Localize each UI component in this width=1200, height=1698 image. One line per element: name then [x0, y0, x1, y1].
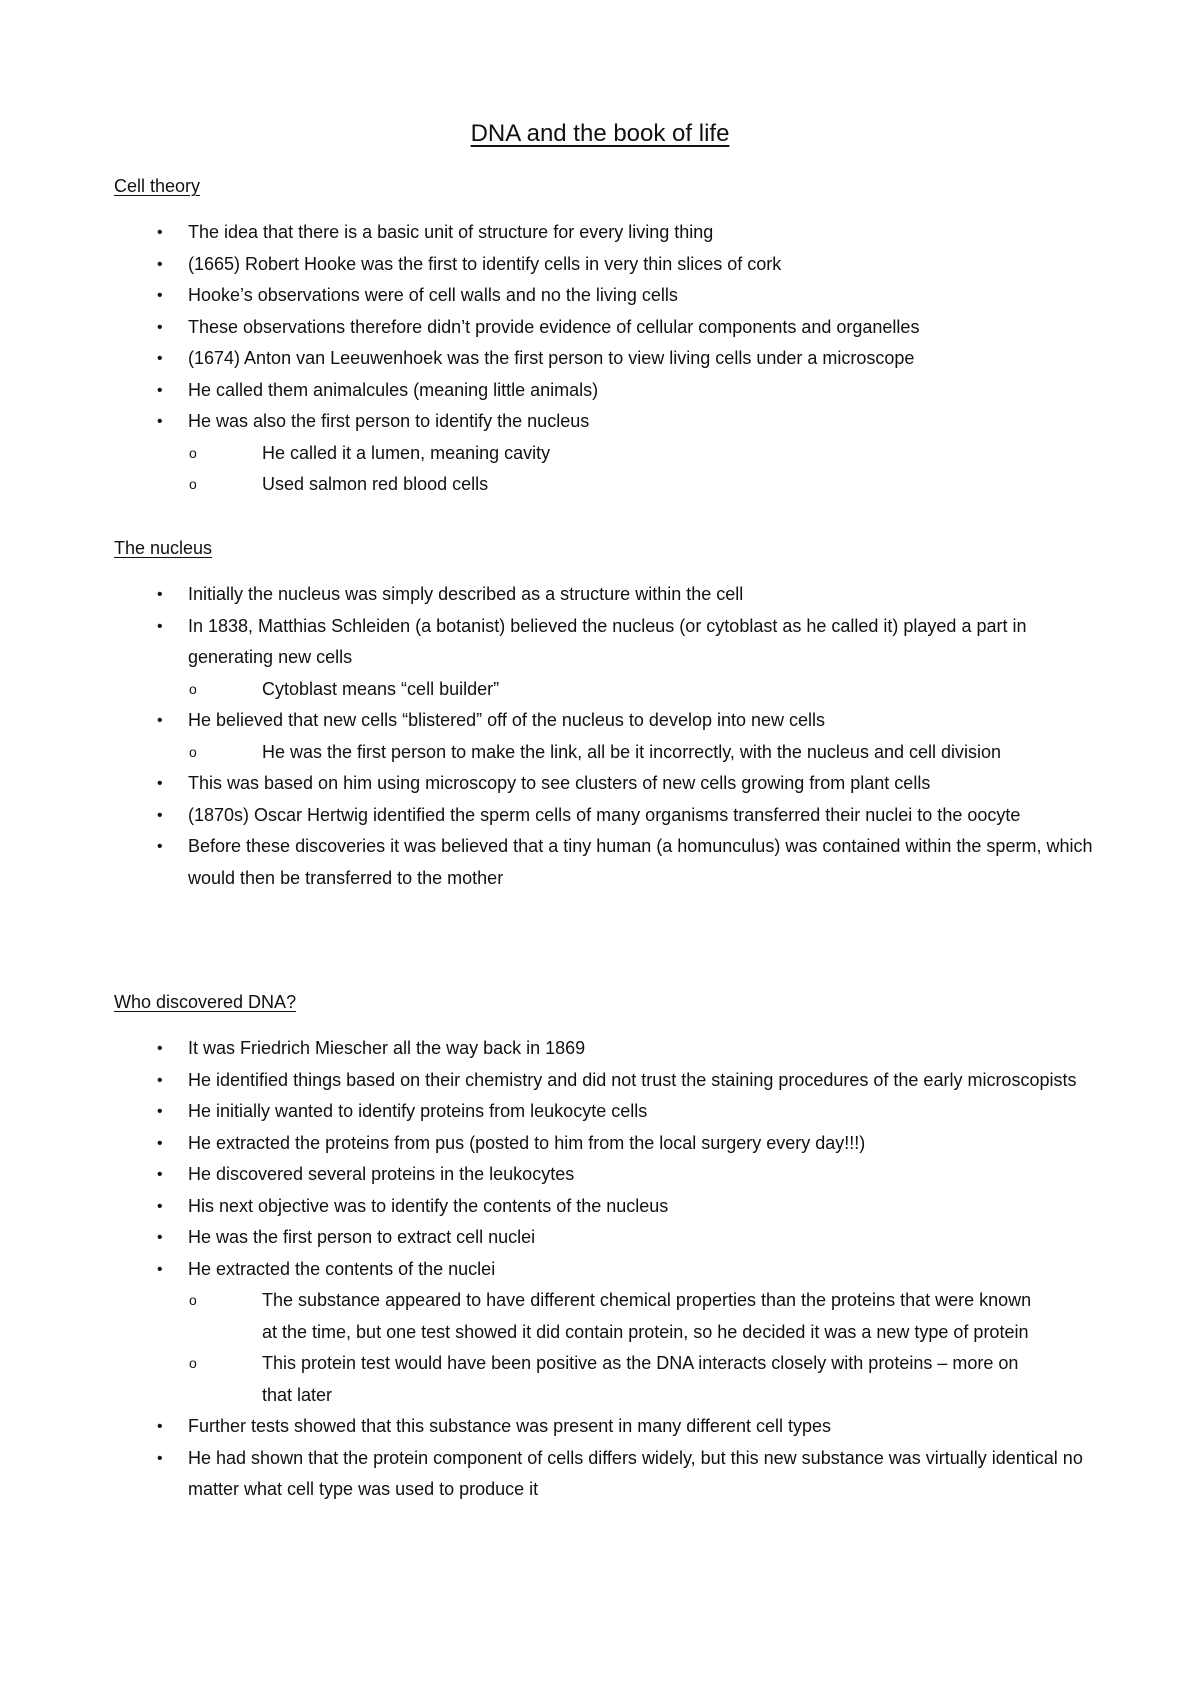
bullet-icon: • [157, 350, 163, 367]
list-item: • He believed that new cells “blistered” off of the nucleus to develop into new cells o He was the first person to make the link, all be it incorrectly, with the nucleus and cell division [114, 705, 1114, 768]
bullet-icon: • [157, 287, 163, 304]
bullet-icon: • [157, 1197, 163, 1215]
bullet-list [114, 217, 1114, 501]
sub-bullet-list [188, 438, 1114, 501]
list-item: • Before these discoveries it was believed that a tiny human (a homunculus) was contained within the sperm, which would then be transferred to the mother [114, 831, 1114, 894]
bullet-icon: • [157, 381, 163, 399]
sub-bullet-icon: o [189, 1292, 197, 1308]
list-item: • He discovered several proteins in the leukocytes [114, 1159, 1114, 1191]
list-item: • Further tests showed that this substance was present in many different cell types [114, 1411, 1114, 1443]
bullet-icon: • [157, 1040, 163, 1057]
sub-list-item: o Used salmon red blood cells [188, 469, 1042, 501]
sub-list-item: o Cytoblast means “cell builder” [188, 674, 1042, 706]
sub-bullet-icon: o [189, 476, 197, 492]
sub-list-item: o This protein test would have been positive as the DNA interacts closely with proteins – more on that later [188, 1348, 1042, 1411]
bullet-icon: • [157, 413, 163, 430]
section-heading: Cell theory [114, 176, 201, 196]
list-item: • He initially wanted to identify proteins from leukocyte cells [114, 1096, 1114, 1128]
list-item: • Hooke’s observations were of cell walls and no the living cells [114, 280, 1114, 312]
list-item: • Initially the nucleus was simply described as a structure within the cell [114, 579, 1114, 611]
list-item: • His next objective was to identify the contents of the nucleus [114, 1191, 1114, 1223]
sub-list-item: o He called it a lumen, meaning cavity [188, 438, 1042, 470]
list-item: • He was also the first person to identify the nucleus o He called it a lumen, meaning cavity o Used salmon red blood cells [114, 406, 1114, 501]
bullet-icon: • [157, 1449, 163, 1467]
bullet-icon: • [157, 1134, 163, 1152]
bullet-icon: • [157, 318, 163, 336]
bullet-icon: • [157, 586, 163, 603]
list-item: • He identified things based on their chemistry and did not trust the staining procedures of the early microscopists [114, 1065, 1114, 1097]
bullet-icon: • [157, 1260, 163, 1278]
list-item: • He extracted the contents of the nuclei o The substance appeared to have different chemical properties than the proteins that were known at the time, but one test showed it did contain protein, so he decided it was a new type of protein o This protein test would have been positive as the DNA interacts closely with proteins – more on that later [114, 1254, 1114, 1412]
list-item: • (1870s) Oscar Hertwig identified the sperm cells of many organisms transferred their nuclei to the oocyte [114, 800, 1114, 832]
sub-bullet-icon: o [189, 743, 197, 760]
bullet-icon: • [157, 255, 163, 273]
section-heading: Who discovered DNA? [114, 992, 297, 1012]
bullet-icon: • [157, 617, 163, 635]
list-item: • He extracted the proteins from pus (posted to him from the local surgery every day!!!) [114, 1128, 1114, 1160]
bullet-icon: • [157, 806, 163, 824]
bullet-icon: • [157, 1071, 163, 1089]
bullet-icon: • [157, 1418, 163, 1435]
list-item: • The idea that there is a basic unit of structure for every living thing [114, 217, 1114, 249]
sub-bullet-list [188, 737, 1114, 769]
list-item: • (1665) Robert Hooke was the first to identify cells in very thin slices of cork [114, 249, 1114, 281]
bullet-icon: • [157, 1229, 163, 1246]
bullet-icon: • [157, 224, 163, 241]
list-item: • These observations therefore didn’t provide evidence of cellular components and organelles [114, 312, 1114, 344]
section-who-discovered-dna [114, 990, 1114, 1506]
list-item: • He was the first person to extract cell nuclei [114, 1222, 1114, 1254]
sub-bullet-list [188, 1285, 1114, 1411]
section-heading: The nucleus [114, 538, 213, 558]
document-title: DNA and the book of life [470, 120, 730, 147]
sub-bullet-icon: o [189, 1355, 197, 1371]
bullet-list [114, 579, 1114, 894]
bullet-icon: • [157, 1166, 163, 1183]
bullet-list [114, 1033, 1114, 1506]
list-item: • In 1838, Matthias Schleiden (a botanist) believed the nucleus (or cytoblast as he called it) played a part in generating new cells o Cytoblast means “cell builder” [114, 611, 1114, 706]
section-cell-theory [114, 174, 1114, 501]
list-item: • This was based on him using microscopy to see clusters of new cells growing from plant cells [114, 768, 1114, 800]
bullet-icon: • [157, 1103, 163, 1120]
sub-bullet-icon: o [189, 444, 197, 461]
sub-list-item: o The substance appeared to have different chemical properties than the proteins that were known at the time, but one test showed it did contain protein, so he decided it was a new type of protein [188, 1285, 1042, 1348]
sub-bullet-icon: o [189, 680, 197, 697]
list-item: • He called them animalcules (meaning little animals) [114, 375, 1114, 407]
bullet-icon: • [157, 775, 163, 792]
list-item: • It was Friedrich Miescher all the way back in 1869 [114, 1033, 1114, 1065]
list-item: • He had shown that the protein component of cells differs widely, but this new substance was virtually identical no matter what cell type was used to produce it [114, 1443, 1114, 1506]
bullet-icon: • [157, 838, 163, 855]
section-the-nucleus [114, 536, 1114, 894]
sub-bullet-list [188, 674, 1114, 706]
sub-list-item: o He was the first person to make the link, all be it incorrectly, with the nucleus and cell division [188, 737, 1042, 769]
bullet-icon: • [157, 712, 163, 729]
list-item: • (1674) Anton van Leeuwenhoek was the first person to view living cells under a microscope [114, 343, 1114, 375]
